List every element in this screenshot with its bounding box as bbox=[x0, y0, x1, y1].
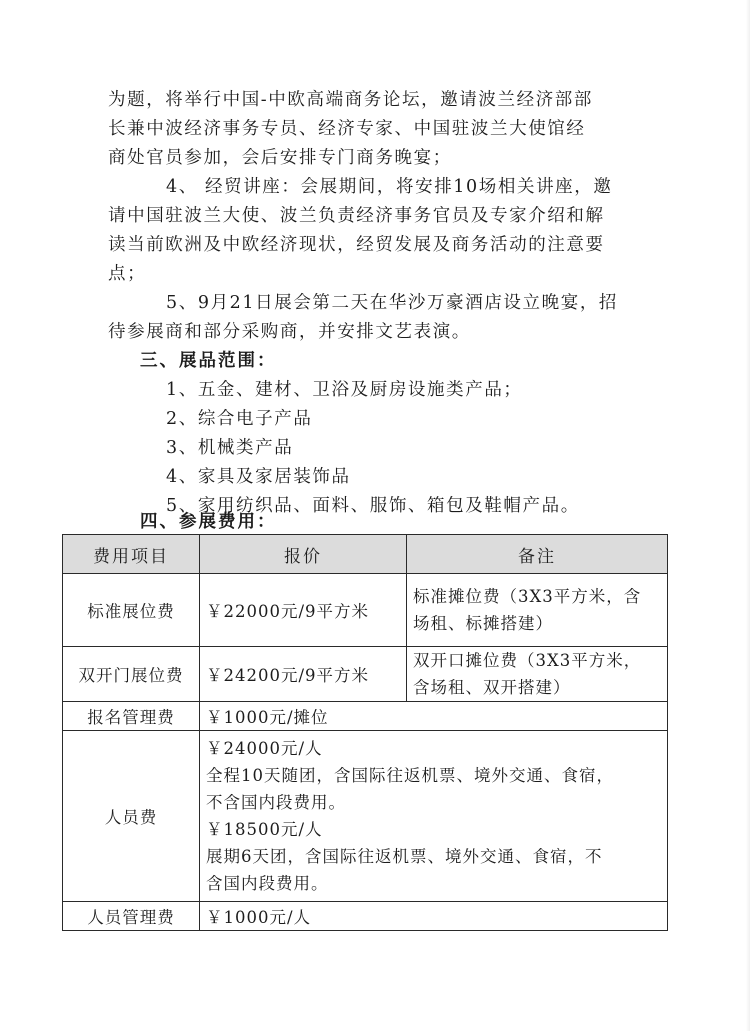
personnel-detail-line: 展期6天团，含国际往返机票、境外交通、食宿，不 bbox=[206, 847, 603, 866]
fee-table-header-row bbox=[63, 535, 668, 574]
personnel-detail-line: 全程10天随团，含国际往返机票、境外交通、食宿， bbox=[206, 766, 614, 785]
fee-note-line: 含场租、双开搭建） bbox=[413, 678, 571, 697]
personnel-detail-line: 不含国内段费用。 bbox=[206, 793, 346, 812]
fee-note-cell bbox=[407, 647, 668, 702]
exhibit-scope-item: 2、综合电子产品 bbox=[166, 409, 313, 429]
fee-price-cell: ￥1000元/人 bbox=[200, 902, 668, 931]
paragraph-forum-line-2: 长兼中波经济事务专员、经济专家、中国驻波兰大使馆经 bbox=[108, 119, 586, 139]
fee-table bbox=[62, 534, 668, 931]
exhibit-scope-item: 5、家用纺织品、面料、服饰、箱包及鞋帽产品。 bbox=[166, 496, 580, 516]
fee-price-cell: ￥1000元/摊位 bbox=[200, 702, 668, 731]
fee-price-cell: ￥22000元/9平方米 bbox=[200, 574, 407, 647]
fee-note-cell bbox=[407, 574, 668, 647]
paragraph-lecture-line-2: 请中国驻波兰大使、波兰负责经济事务官员及专家介绍和解 bbox=[108, 206, 605, 226]
paragraph-forum-line-1: 为题，将举行中国-中欧高端商务论坛，邀请波兰经济部部 bbox=[108, 90, 594, 110]
exhibit-scope-item: 3、机械类产品 bbox=[166, 438, 294, 458]
personnel-price-line: ￥18500元/人 bbox=[206, 820, 323, 839]
column-header-note: 备注 bbox=[407, 535, 668, 574]
column-header-price: 报价 bbox=[200, 535, 407, 574]
table-row-standard-booth bbox=[63, 574, 668, 647]
table-row-personnel-fee bbox=[63, 731, 668, 902]
fee-price-cell: ￥24200元/9平方米 bbox=[200, 647, 407, 702]
personnel-detail-line: 含国内段费用。 bbox=[206, 874, 329, 893]
table-row-registration-fee bbox=[63, 702, 668, 731]
fee-note-line: 场租、标摊搭建） bbox=[413, 614, 553, 633]
exhibit-scope-item: 4、家具及家居装饰品 bbox=[166, 467, 351, 487]
exhibit-scope-item: 1、五金、建材、卫浴及厨房设施类产品； bbox=[166, 380, 523, 400]
fee-item-cell: 人员费 bbox=[63, 731, 200, 902]
paragraph-banquet-line-1: 5、9月21日展会第二天在华沙万豪酒店设立晚宴，招 bbox=[166, 293, 619, 313]
table-row-personnel-management-fee bbox=[63, 902, 668, 931]
paragraph-banquet-line-2: 待参展商和部分采购商，并安排文艺表演。 bbox=[108, 322, 471, 342]
paragraph-lecture-line-1: 4、 经贸讲座：会展期间，将安排10场相关讲座，邀 bbox=[166, 177, 613, 197]
paragraph-lecture-line-3: 读当前欧洲及中欧经济现状，经贸发展及商务活动的注意要 bbox=[108, 235, 605, 255]
section-exhibit-scope-heading: 三、展品范围： bbox=[140, 351, 277, 371]
fee-item-cell: 标准展位费 bbox=[63, 574, 200, 647]
fee-note-line: 标准摊位费（3X3平方米，含 bbox=[413, 587, 642, 606]
fee-item-cell: 报名管理费 bbox=[63, 702, 200, 731]
scan-edge-shadow bbox=[746, 0, 750, 1031]
column-header-item: 费用项目 bbox=[63, 535, 200, 574]
paragraph-lecture-line-4: 点； bbox=[108, 264, 147, 284]
section-fees-heading: 四、参展费用： bbox=[140, 512, 277, 532]
fee-price-detail-cell bbox=[200, 731, 668, 902]
fee-item-cell: 人员管理费 bbox=[63, 902, 200, 931]
personnel-price-line: ￥24000元/人 bbox=[206, 739, 323, 758]
paragraph-forum-line-3: 商处官员参加，会后安排专门商务晚宴； bbox=[108, 148, 452, 168]
fee-note-line: 双开口摊位费（3X3平方米， bbox=[413, 651, 642, 670]
table-row-double-booth bbox=[63, 647, 668, 702]
fee-item-cell: 双开门展位费 bbox=[63, 647, 200, 702]
